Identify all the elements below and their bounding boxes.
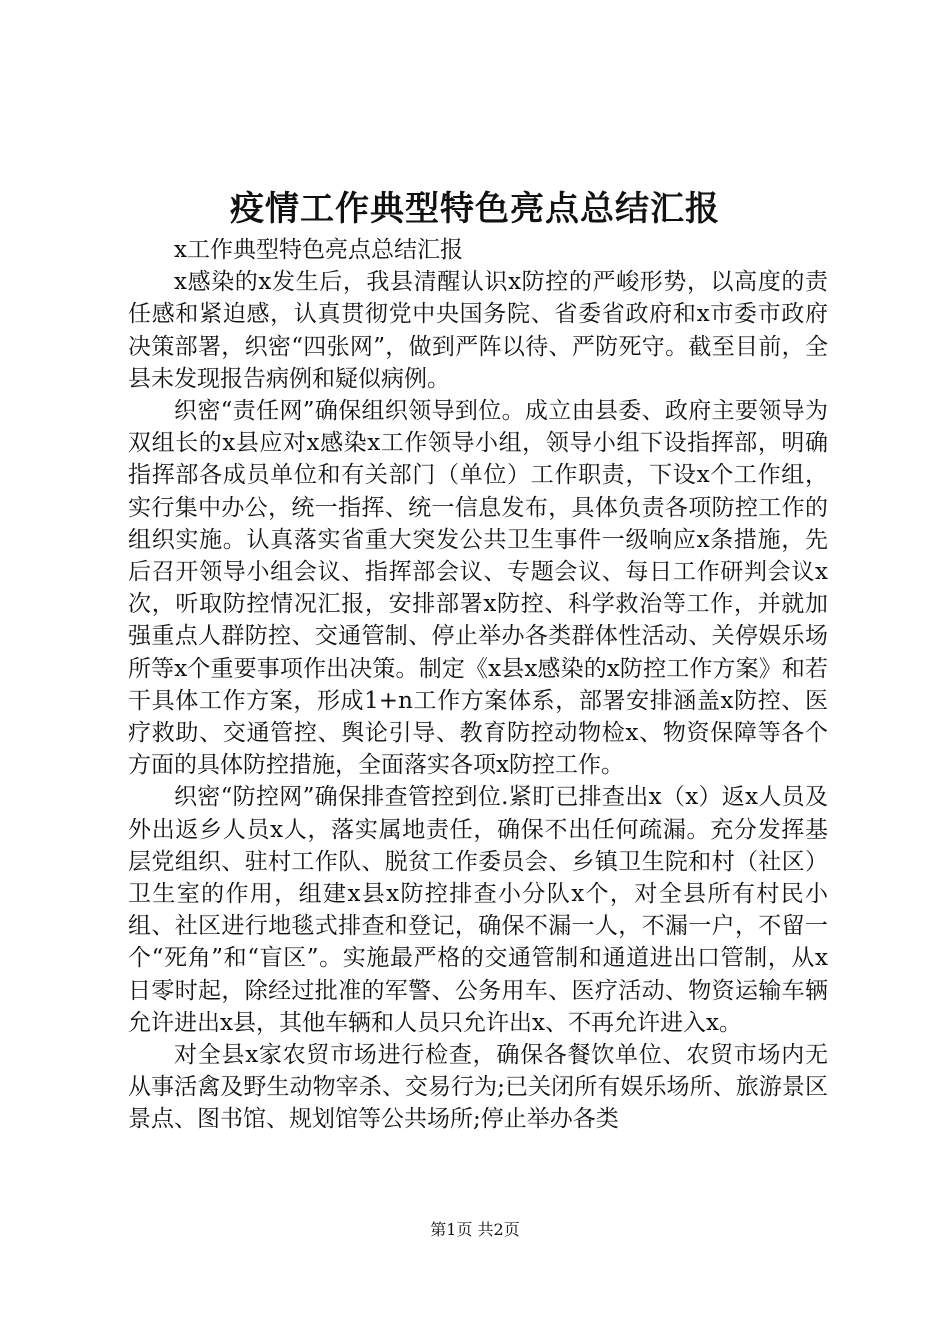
paragraph-prevention-net: 织密“防控网”确保排查管控到位.紧盯已排查出x（x）返x人员及外出返乡人员x人，落实属地责任，确保不出任何疏漏。充分发挥基层党组织、驻村工作队、脱贫工作委员会、乡镇卫生院和村（社区）卫生室的作用，组建x县x防控排查小分队x个，对全县所有村民小组、社区进行地毯式排查和登记，确保不漏一人，不漏一户，不留一个“死角”和“盲区”。实施最严格的交通管制和通道进出口管制，从x日零时起，除经过批准的军警、公务用车、医疗活动、物资运输车辆允许进出x县，其他车辆和人员只允许出x、不再允许进入x。 bbox=[128, 784, 828, 1036]
page-footer: 第1页 共2页 bbox=[430, 1220, 520, 1239]
paragraph-subtitle: x工作典型特色亮点总结汇报 bbox=[174, 237, 463, 263]
paragraph-intro: x感染的x发生后，我县清醒认识x防控的严峻形势，以高度的责任感和紧迫感，认真贯彻党中央国务院、省委省政府和x市委市政府决策部署，织密“四张网”，做到严阵以待、严防死守。截至目前，全县未发现报告病例和疑似病例。 bbox=[128, 269, 828, 392]
document-body bbox=[128, 234, 828, 1136]
paragraph-responsibility-net: 织密“责任网”确保组织领导到位。成立由县委、政府主要领导为双组长的x县应对x感染x工作领导小组，领导小组下设指挥部，明确指挥部各成员单位和有关部门（单位）工作职责，下设x个工作组，实行集中办公，统一指挥、统一信息发布，具体负责各项防控工作的组织实施。认真落实省重大突发公共卫生事件一级响应x条措施，先后召开领导小组会议、指挥部会议、专题会议、每日工作研判会议x次，听取防控情况汇报，安排部署x防控、科学救治等工作，并就加强重点人群防控、交通管制、停止举办各类群体性活动、关停娱乐场所等x个重要事项作出决策。制定《x县x感染的x防控工作方案》和若干具体工作方案，形成1+n工作方案体系，部署安排涵盖x防控、医疗救助、交通管控、舆论引导、教育防控动物检x、物资保障等各个方面的具体防控措施，全面落实各项x防控工作。 bbox=[128, 398, 828, 779]
paragraph-market-inspection: 对全县x家农贸市场进行检查，确保各餐饮单位、农贸市场内无从事活禽及野生动物宰杀、交易行为;已关闭所有娱乐场所、旅游景区景点、图书馆、规划馆等公共场所;停止举办各类 bbox=[128, 1042, 828, 1133]
document-title: 疫情工作典型特色亮点总结汇报 bbox=[230, 189, 720, 229]
